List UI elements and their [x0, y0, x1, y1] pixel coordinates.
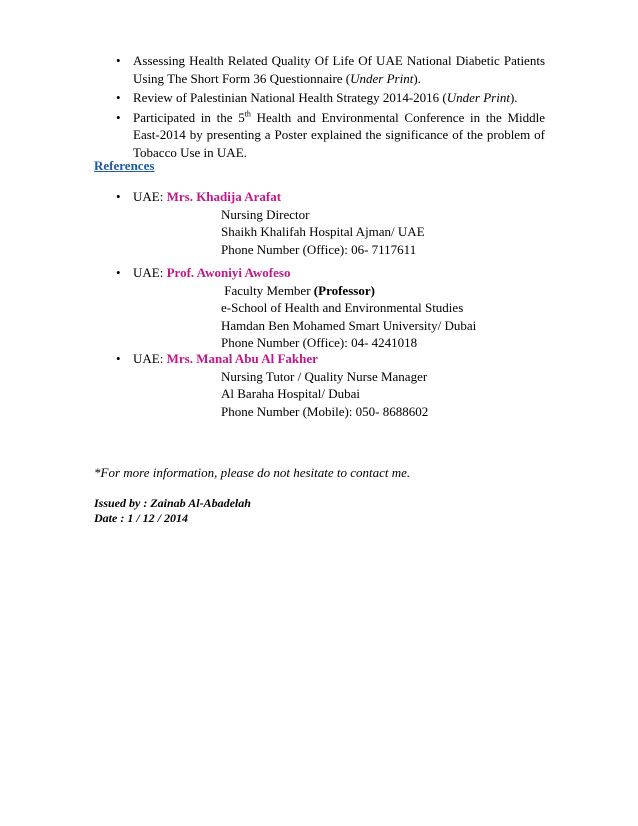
reference-line: Phone Number (Office): 06- 7117611: [221, 241, 417, 257]
publication-text: Participated in the 5: [133, 109, 245, 125]
bullet-icon: •: [116, 109, 121, 125]
reference-name: Mrs. Khadija Arafat: [166, 189, 282, 204]
reference-line: Hamdan Ben Mohamed Smart University/ Dubai: [221, 317, 477, 333]
reference-line: Phone Number (Mobile): 050- 8688602: [221, 403, 429, 419]
publication-tail: ).: [413, 70, 421, 86]
reference-line: Shaikh Khalifah Hospital Ajman/ UAE: [221, 224, 425, 239]
publication-status: Under Print: [446, 90, 510, 105]
publication-text: Health and Environmental Conference in the Middle East-2014 by presenting a Poster explained the significance of the problem of Tobacco Use in UAE.: [133, 109, 545, 160]
reference-country: UAE:: [133, 351, 164, 366]
reference-line: Nursing Tutor / Quality Nurse Manager: [221, 368, 428, 384]
reference-line: Al Baraha Hospital/ Dubai: [221, 386, 360, 401]
issue-date: Date : 1 / 12 / 2014: [94, 511, 188, 525]
publication-text: Assessing Health Related Quality Of Life Of UAE National Diabetic Patients Using The Short Form 36 Questionnaire (: [133, 53, 545, 86]
reference-line: Phone Number (Office): 04- 4241018: [221, 335, 418, 350]
bullet-icon: •: [116, 90, 121, 105]
issued-by: Issued by : Zainab Al-Abadelah: [94, 496, 251, 510]
issued-block: [94, 496, 251, 526]
reference-title: (Professor): [313, 282, 375, 298]
reference-header: [133, 350, 318, 368]
reference-details: [221, 206, 425, 259]
contact-note: *For more information, please do not hesitate to contact me.: [94, 465, 411, 480]
reference-details: [221, 368, 428, 421]
reference-header: [133, 188, 281, 206]
bullet-icon: •: [116, 53, 121, 68]
reference-line: e-School of Health and Environmental Studies: [221, 300, 464, 315]
reference-country: UAE:: [133, 189, 164, 204]
publications-list: [0, 52, 638, 163]
bullet-icon: •: [116, 351, 121, 366]
publication-item: [0, 52, 545, 87]
reference-name: Mrs. Manal Abu Al Fakher: [166, 351, 318, 366]
reference-role: Faculty Member: [221, 282, 314, 298]
ordinal-suffix: th: [244, 109, 251, 119]
publication-status: Under Print: [350, 70, 414, 86]
reference-line: [221, 282, 476, 300]
bullet-icon: •: [116, 265, 121, 280]
publication-item: [0, 109, 545, 162]
reference-line: Nursing Director: [221, 206, 310, 222]
reference-name: Prof. Awoniyi Awofeso: [166, 265, 291, 280]
references-heading: References: [94, 158, 155, 173]
reference-details: [221, 282, 476, 352]
publication-tail: ).: [509, 90, 518, 105]
bullet-icon: •: [116, 189, 121, 204]
publication-item: [0, 89, 545, 107]
publication-text: Review of Palestinian National Health Strategy 2014-2016 (: [133, 90, 447, 105]
reference-header: [133, 264, 290, 282]
reference-country: UAE:: [133, 265, 164, 280]
